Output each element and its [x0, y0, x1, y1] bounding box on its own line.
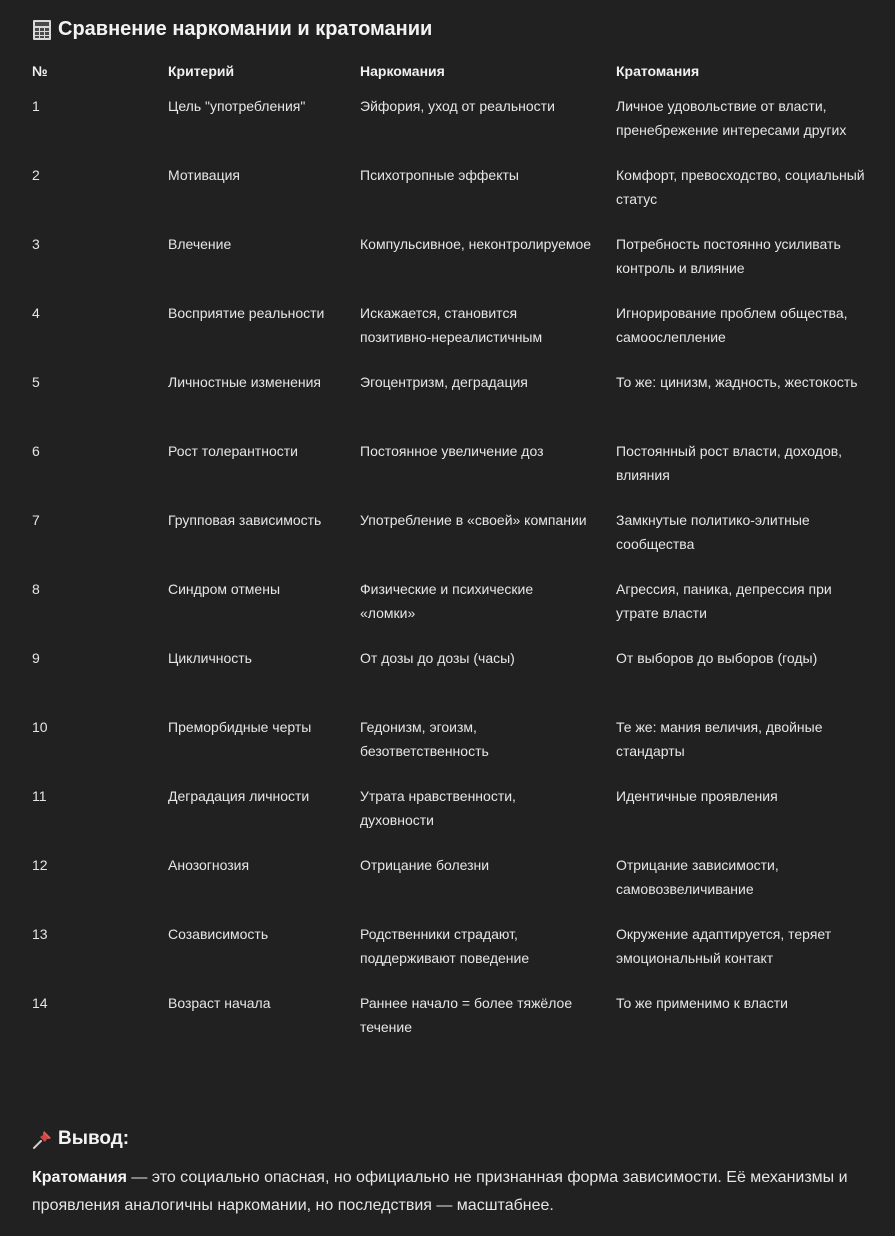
criterion-cell: Деградация личности: [168, 788, 310, 804]
criterion-cell: Цикличность: [168, 650, 252, 666]
row-number: 11: [32, 788, 47, 804]
table-row: [20, 370, 878, 439]
kratomania-cell: Игнорирование проблем общества, самоослепление: [616, 305, 848, 345]
drug-addiction-cell: Утрата нравственности, духовности: [360, 788, 516, 828]
criterion-cell: Рост толерантности: [168, 443, 298, 459]
conclusion-paragraph: [32, 1164, 862, 1220]
table-row: [20, 301, 878, 370]
column-header-criterion: Критерий: [168, 63, 235, 79]
kratomania-cell: Те же: мания величия, двойные стандарты: [616, 719, 823, 759]
row-number: 12: [32, 857, 48, 873]
criterion-cell: Групповая зависимость: [168, 512, 322, 528]
kratomania-cell: То же применимо к власти: [616, 995, 788, 1011]
criterion-cell: Влечение: [168, 236, 232, 252]
table-row: [20, 991, 878, 1060]
table-icon: [32, 19, 52, 41]
drug-addiction-cell: Родственники страдают, поддерживают поведение: [360, 926, 530, 966]
conclusion-bold-term: Кратомания: [32, 1169, 127, 1186]
kratomania-cell: Отрицание зависимости, самовозвеличивание: [616, 857, 779, 897]
kratomania-cell: Идентичные проявления: [616, 788, 778, 804]
row-number: 3: [32, 236, 40, 252]
kratomania-cell: Окружение адаптируется, теряет эмоциональный контакт: [616, 926, 832, 966]
drug-addiction-cell: Эйфория, уход от реальности: [360, 98, 555, 114]
drug-addiction-cell: Физические и психические «ломки»: [360, 581, 534, 621]
criterion-cell: Личностные изменения: [168, 374, 322, 390]
row-number: 8: [32, 581, 40, 597]
criterion-cell: Восприятие реальности: [168, 305, 325, 321]
table-row: [20, 853, 878, 922]
drug-addiction-cell: Гедонизм, эгоизм, безответственность: [360, 719, 489, 759]
drug-addiction-cell: Компульсивное, неконтролируемое: [360, 236, 592, 252]
row-number: 7: [32, 512, 40, 528]
row-number: 13: [32, 926, 48, 942]
criterion-cell: Цель "употребления": [168, 98, 306, 114]
table-row: [20, 232, 878, 301]
pushpin-icon: [32, 1128, 52, 1150]
drug-addiction-cell: Эгоцентризм, деградация: [360, 374, 528, 390]
column-header-kratomania: Кратомания: [616, 63, 700, 79]
kratomania-cell: То же: цинизм, жадность, жестокость: [616, 374, 858, 390]
kratomania-cell: Замкнутые политико-элитные сообщества: [616, 512, 810, 552]
kratomania-cell: Потребность постоянно усиливать контроль и влияние: [616, 236, 841, 276]
conclusion-body: — это социально опасная, но официально не признанная форма зависимости. Её механизмы и проявления аналогичны наркомании, но последствия — масштабнее.: [32, 1169, 848, 1214]
table-header-row: [20, 58, 878, 94]
criterion-cell: Анозогнозия: [168, 857, 250, 873]
row-number: 6: [32, 443, 40, 459]
criterion-cell: Преморбидные черты: [168, 719, 312, 735]
row-number: 5: [32, 374, 40, 390]
criterion-cell: Синдром отмены: [168, 581, 281, 597]
kratomania-cell: От выборов до выборов (годы): [616, 650, 818, 666]
column-header-drug-addiction: Наркомания: [360, 63, 445, 79]
table-row: [20, 163, 878, 232]
criterion-cell: Возраст начала: [168, 995, 271, 1011]
conclusion-heading: [32, 1128, 129, 1150]
table-row: [20, 577, 878, 646]
criterion-cell: Мотивация: [168, 167, 241, 183]
conclusion-title: Вывод:: [58, 1128, 130, 1149]
drug-addiction-cell: От дозы до дозы (часы): [360, 650, 515, 666]
drug-addiction-cell: Отрицание болезни: [360, 857, 490, 873]
kratomania-cell: Комфорт, превосходство, социальный статус: [616, 167, 865, 207]
criterion-cell: Созависимость: [168, 926, 269, 942]
section-title: Сравнение наркомании и кратомании: [58, 18, 433, 40]
row-number: 4: [32, 305, 40, 321]
table-row: [20, 922, 878, 991]
table-row: [20, 715, 878, 784]
table-row: [20, 439, 878, 508]
section-heading: [32, 18, 432, 41]
kratomania-cell: Агрессия, паника, депрессия при утрате власти: [616, 581, 832, 621]
row-number: 14: [32, 995, 48, 1011]
drug-addiction-cell: Искажается, становится позитивно-нереалистичным: [360, 305, 543, 345]
row-number: 10: [32, 719, 48, 735]
table-row: [20, 94, 878, 163]
table-row: [20, 508, 878, 577]
table-row: [20, 784, 878, 853]
row-number: 1: [32, 98, 40, 114]
drug-addiction-cell: Раннее начало = более тяжёлое течение: [360, 995, 573, 1035]
drug-addiction-cell: Постоянное увеличение доз: [360, 443, 544, 459]
drug-addiction-cell: Психотропные эффекты: [360, 167, 519, 183]
row-number: 9: [32, 650, 40, 666]
kratomania-cell: Постоянный рост власти, доходов, влияния: [616, 443, 843, 483]
column-header-number: №: [32, 63, 48, 79]
drug-addiction-cell: Употребление в «своей» компании: [360, 512, 587, 528]
comparison-table: [20, 58, 878, 1060]
table-row: [20, 646, 878, 715]
kratomania-cell: Личное удовольствие от власти, пренебрежение интересами других: [616, 98, 847, 138]
row-number: 2: [32, 167, 40, 183]
